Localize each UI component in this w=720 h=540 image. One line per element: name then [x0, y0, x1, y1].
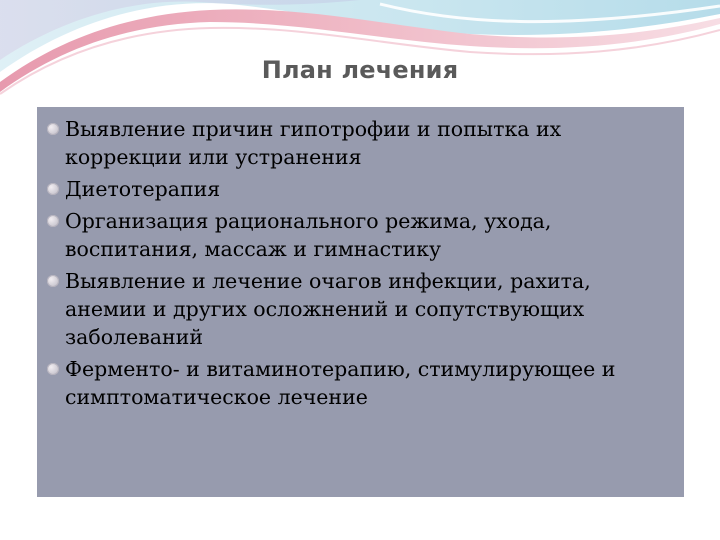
bullet-list: [47, 115, 677, 415]
bullet-text: Организация рационального режима, ухода, воспитания, массаж и гимнастику: [65, 209, 552, 261]
bullet-item: [47, 115, 677, 171]
bullet-dot-icon: [47, 275, 59, 287]
bullet-item: [47, 175, 677, 203]
wave-decoration: [0, 0, 720, 110]
bullet-item: [47, 267, 677, 351]
bullet-text: Выявление причин гипотрофии и попытка их коррекции или устранения: [65, 117, 562, 169]
slide-title: План лечения: [261, 56, 459, 84]
content-box: [37, 107, 684, 497]
bullet-text: Ферменто- и витаминотерапию, стимулирующее и симптоматическое лечение: [65, 357, 616, 409]
bullet-dot-icon: [47, 215, 59, 227]
bullet-item: [47, 355, 677, 411]
bullet-dot-icon: [47, 183, 59, 195]
bullet-item: [47, 207, 677, 263]
bullet-text: Выявление и лечение очагов инфекции, рахита, анемии и других осложнений и сопутствующих заболеваний: [65, 269, 591, 349]
bullet-text: Диетотерапия: [65, 177, 221, 201]
bullet-dot-icon: [47, 123, 59, 135]
bullet-dot-icon: [47, 363, 59, 375]
